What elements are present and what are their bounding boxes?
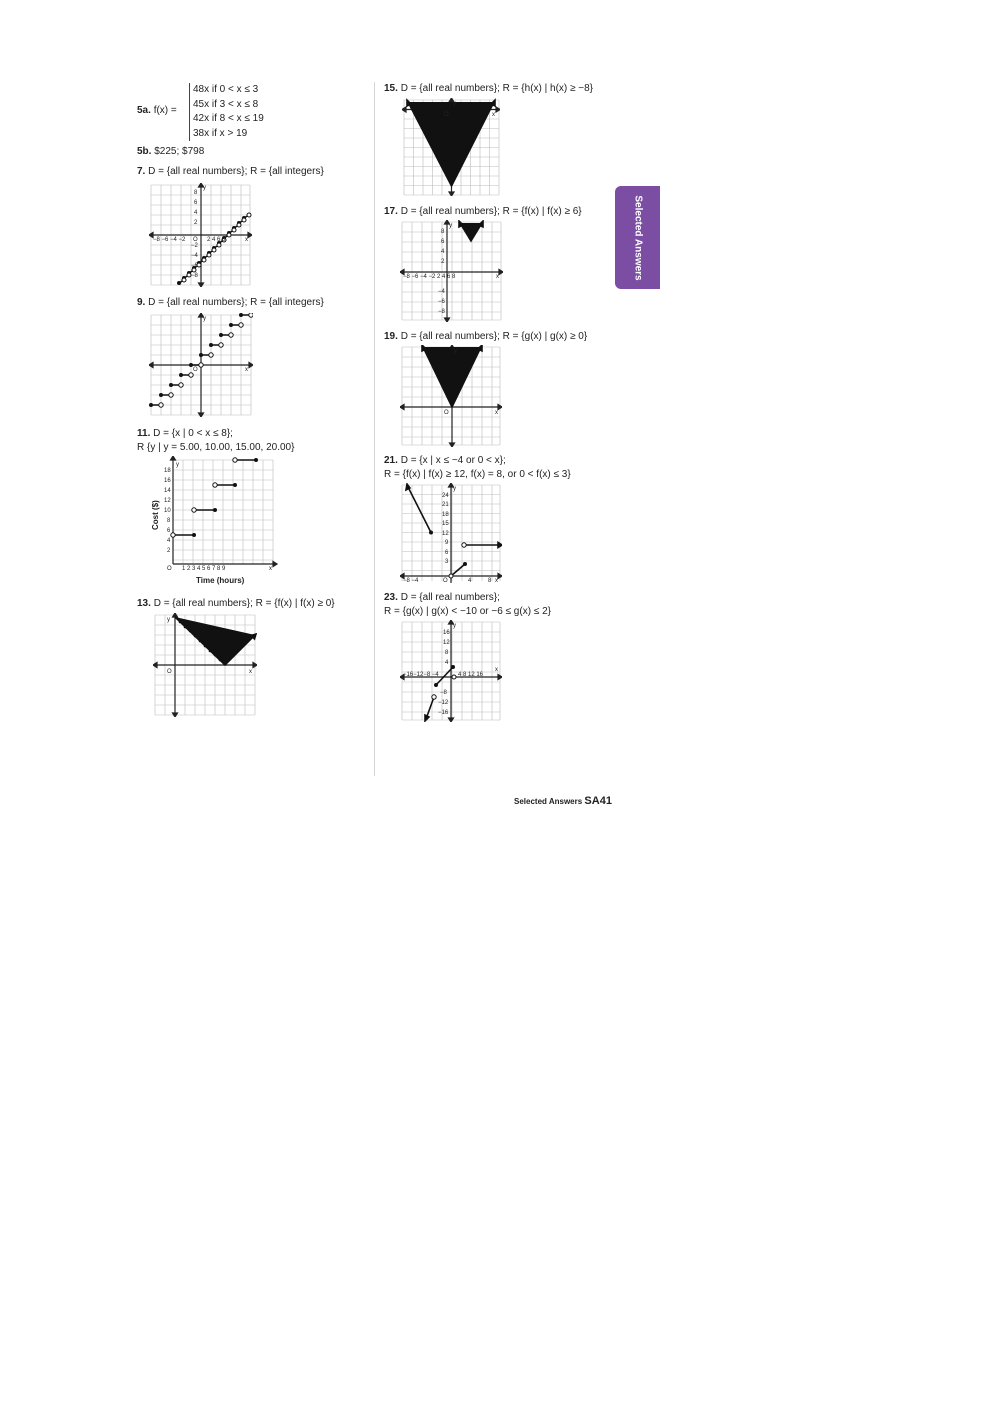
problem-21-range: R = {f(x) | f(x) ≥ 12, f(x) = 8, or 0 < f(x) ≤ 3} <box>384 469 571 480</box>
svg-text:4 8 12 16: 4 8 12 16 <box>458 672 484 678</box>
svg-text:4: 4 <box>468 578 472 583</box>
svg-text:y: y <box>453 101 456 107</box>
svg-text:2: 2 <box>441 259 445 265</box>
svg-text:21: 21 <box>442 502 449 508</box>
svg-text:−2: −2 <box>191 243 198 249</box>
graph-17 <box>400 220 503 322</box>
svg-text:24: 24 <box>442 493 449 499</box>
svg-text:−4: −4 <box>438 289 445 295</box>
svg-text:9: 9 <box>445 540 449 546</box>
svg-text:8: 8 <box>194 190 198 196</box>
svg-text:12: 12 <box>164 498 171 504</box>
svg-text:y: y <box>453 486 456 492</box>
problem-23: 23. D = {all real numbers}; <box>384 592 500 603</box>
svg-text:O: O <box>167 566 172 572</box>
piecewise-row: 38x if x > 19 <box>193 127 248 139</box>
problem-21: 21. D = {x | x ≤ −4 or 0 < x}; <box>384 455 506 466</box>
svg-text:−16: −16 <box>438 710 449 716</box>
page-footer <box>514 795 612 807</box>
svg-text:−8: −8 <box>440 690 447 696</box>
graph-7 <box>149 183 252 287</box>
svg-text:O: O <box>444 410 449 416</box>
svg-text:x: x <box>495 410 498 416</box>
problem-13: 13. D = {all real numbers}; R = {f(x) | f(x) ≥ 0} <box>137 598 335 609</box>
svg-text:y: y <box>203 185 206 191</box>
page-number: SA41 <box>584 795 612 807</box>
problem-19: 19. D = {all real numbers}; R = {g(x) | g(x) ≥ 0} <box>384 331 588 342</box>
problem-5b: 5b. $225; $798 <box>137 146 205 157</box>
svg-text:4: 4 <box>441 249 445 255</box>
problem-23-range: R = {g(x) | g(x) < −10 or −6 ≤ g(x) ≤ 2} <box>384 606 551 617</box>
svg-text:18: 18 <box>164 468 171 474</box>
svg-text:O: O <box>444 112 449 118</box>
svg-text:6: 6 <box>194 200 198 206</box>
svg-text:O: O <box>193 237 198 243</box>
problem-17: 17. D = {all real numbers}; R = {f(x) | f(x) ≥ 6} <box>384 206 582 217</box>
svg-text:14: 14 <box>164 488 171 494</box>
svg-text:8: 8 <box>488 578 492 583</box>
svg-text:4: 4 <box>194 210 198 216</box>
problem-7: 7. D = {all real numbers}; R = {all integers} <box>137 166 324 177</box>
problem-11: 11. D = {x | 0 < x ≤ 8}; <box>137 428 233 439</box>
svg-text:−6: −6 <box>438 299 445 305</box>
graph-9 <box>149 313 253 417</box>
svg-text:8: 8 <box>167 518 171 524</box>
svg-text:12: 12 <box>443 640 450 646</box>
svg-text:x: x <box>495 667 498 673</box>
svg-text:y: y <box>203 316 206 322</box>
problem-5a-lhs: f(x) = <box>153 105 177 116</box>
svg-text:x: x <box>245 367 248 373</box>
svg-text:10: 10 <box>164 508 171 514</box>
svg-text:6: 6 <box>445 550 449 556</box>
svg-text:16: 16 <box>164 478 171 484</box>
svg-text:y: y <box>449 223 452 229</box>
problem-15: 15. D = {all real numbers}; R = {h(x) | h(x) ≥ −8} <box>384 83 594 94</box>
graph-15 <box>402 98 500 196</box>
svg-text:8: 8 <box>441 229 445 235</box>
svg-text:−8 −4: −8 −4 <box>403 578 419 583</box>
svg-text:2: 2 <box>194 220 198 226</box>
graph-13 <box>153 613 257 717</box>
svg-text:O: O <box>193 367 198 373</box>
svg-text:y: y <box>176 462 179 468</box>
graph-23 <box>400 620 502 722</box>
svg-text:x: x <box>249 669 252 675</box>
svg-text:15: 15 <box>442 521 449 527</box>
svg-text:2 4 6 8: 2 4 6 8 <box>207 237 226 243</box>
svg-text:−8 −6 −4 −2: −8 −6 −4 −2 <box>153 237 186 243</box>
piecewise-rows <box>189 83 264 141</box>
svg-text:6: 6 <box>441 239 445 245</box>
svg-text:−8 −6 −4 −2 2 4 6 8: −8 −6 −4 −2 2 4 6 8 <box>403 274 456 280</box>
svg-text:x: x <box>495 578 498 583</box>
svg-text:y: y <box>454 348 457 354</box>
svg-text:4: 4 <box>445 660 449 666</box>
svg-text:x: x <box>492 112 495 118</box>
svg-text:−8: −8 <box>191 273 198 279</box>
svg-text:6: 6 <box>167 528 171 534</box>
problem-5a: 5a. f(x) = <box>137 105 177 116</box>
svg-text:Time (hours): Time (hours) <box>196 576 245 585</box>
piecewise-row: 48x if 0 < x ≤ 3 <box>193 84 259 95</box>
graph-19 <box>400 345 502 447</box>
svg-text:4: 4 <box>167 538 171 544</box>
svg-text:−8: −8 <box>438 309 445 315</box>
svg-text:3: 3 <box>445 559 449 565</box>
svg-text:−12: −12 <box>438 700 449 706</box>
problem-9: 9. D = {all real numbers}; R = {all integers} <box>137 297 324 308</box>
selected-answers-tab[interactable]: Selected Answers <box>615 186 660 289</box>
svg-text:16: 16 <box>443 630 450 636</box>
svg-text:y: y <box>167 617 170 623</box>
svg-text:y: y <box>453 623 456 629</box>
svg-text:x: x <box>245 237 248 243</box>
footer-label: Selected Answers <box>514 797 583 806</box>
svg-text:1 2 3 4 5 6 7 8 9: 1 2 3 4 5 6 7 8 9 <box>182 566 226 572</box>
svg-text:Cost ($): Cost ($) <box>151 500 160 530</box>
svg-text:−16−12−8 −4: −16−12−8 −4 <box>403 672 439 678</box>
svg-text:x: x <box>496 274 499 280</box>
column-divider <box>374 82 375 776</box>
graph-11 <box>146 456 278 587</box>
svg-text:x: x <box>269 566 272 572</box>
svg-text:12: 12 <box>442 531 449 537</box>
piecewise-row: 42x if 8 < x ≤ 19 <box>193 113 264 124</box>
svg-text:−6: −6 <box>191 263 198 269</box>
svg-text:8: 8 <box>445 650 449 656</box>
problem-11-range: R {y | y = 5.00, 10.00, 15.00, 20.00} <box>137 442 295 453</box>
svg-text:18: 18 <box>442 512 449 518</box>
svg-text:O: O <box>167 669 172 675</box>
svg-text:O: O <box>443 578 448 583</box>
svg-text:2: 2 <box>167 548 171 554</box>
piecewise-row: 45x if 3 < x ≤ 8 <box>193 98 259 110</box>
graph-21 <box>400 483 502 583</box>
svg-text:−4: −4 <box>191 253 198 259</box>
